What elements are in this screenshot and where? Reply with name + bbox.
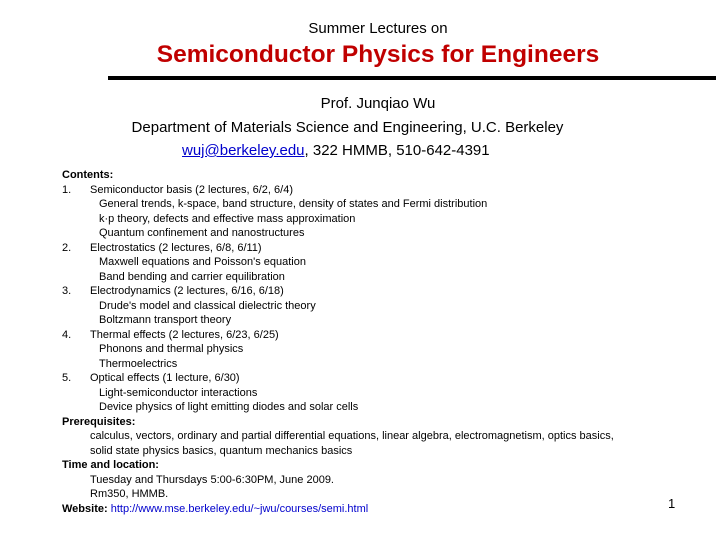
item-title: Electrodynamics (2 lectures, 6/16, 6/18): [90, 285, 284, 297]
time-location-heading: Time and location:: [62, 459, 159, 471]
prerequisites-text: calculus, vectors, ordinary and partial differential equations, linear algebra, electromagnetism, optics basics,: [90, 430, 614, 442]
item-number: 1.: [62, 183, 72, 196]
sub-item: Maxwell equations and Poisson's equation: [99, 256, 306, 268]
list-item: [62, 241, 614, 256]
sub-item: Boltzmann transport theory: [99, 314, 232, 326]
contents-heading: Contents:: [62, 169, 114, 181]
website-label: Website: [62, 502, 104, 515]
author: Prof. Junqiao Wu: [320, 95, 436, 112]
item-title: Optical effects (1 lecture, 6/30): [90, 372, 240, 384]
page-number: 1: [668, 496, 676, 511]
item-title: Semiconductor basis (2 lectures, 6/2, 6/4): [90, 183, 293, 196]
syllabus-body: [62, 168, 614, 516]
list-item: [62, 328, 614, 343]
sub-item: Quantum confinement and nanostructures: [99, 227, 305, 239]
item-title: Electrostatics (2 lectures, 6/8, 6/11): [90, 241, 262, 254]
title-divider: [108, 76, 716, 80]
contact-details: , 322 HMMB, 510-642-4391: [304, 142, 490, 159]
contact-line: [182, 142, 490, 159]
list-item: [62, 371, 614, 386]
website-link[interactable]: http://www.mse.berkeley.edu/~jwu/courses/semi.html: [110, 502, 369, 515]
page-title: Semiconductor Physics for Engineers: [156, 41, 600, 68]
item-title: Thermal effects (2 lectures, 6/23, 6/25): [90, 328, 279, 341]
sub-item: k·p theory, defects and effective mass approximation: [99, 212, 356, 225]
item-number: 3.: [62, 285, 72, 297]
email-link[interactable]: wuj@berkeley.edu: [182, 142, 305, 159]
schedule-text: Tuesday and Thursdays 5:00-6:30PM, June 2009.: [90, 473, 334, 486]
sub-item: Light-semiconductor interactions: [99, 386, 258, 399]
lecture-subtitle: Summer Lectures on: [308, 20, 448, 37]
website-line: [62, 502, 614, 517]
sub-item: Drude's model and classical dielectric theory: [99, 299, 316, 312]
sub-item: Device physics of light emitting diodes and solar cells: [99, 401, 359, 413]
prerequisites-heading: Prerequisites:: [62, 415, 136, 428]
location-text: Rm350, HMMB.: [90, 488, 169, 500]
website-colon: :: [103, 502, 111, 515]
sub-item: Band bending and carrier equilibration: [99, 270, 285, 283]
sub-item: Phonons and thermal physics: [99, 343, 244, 355]
list-item: [62, 284, 614, 299]
item-number: 2.: [62, 241, 72, 254]
department: Department of Materials Science and Engineering, U.C. Berkeley: [131, 119, 564, 136]
prerequisites-text: solid state physics basics, quantum mechanics basics: [90, 444, 353, 457]
item-number: 5.: [62, 372, 72, 384]
sub-item: General trends, k-space, band structure, density of states and Fermi distribution: [99, 198, 488, 210]
sub-item: Thermoelectrics: [99, 357, 178, 370]
item-number: 4.: [62, 328, 72, 341]
list-item: [62, 183, 614, 198]
